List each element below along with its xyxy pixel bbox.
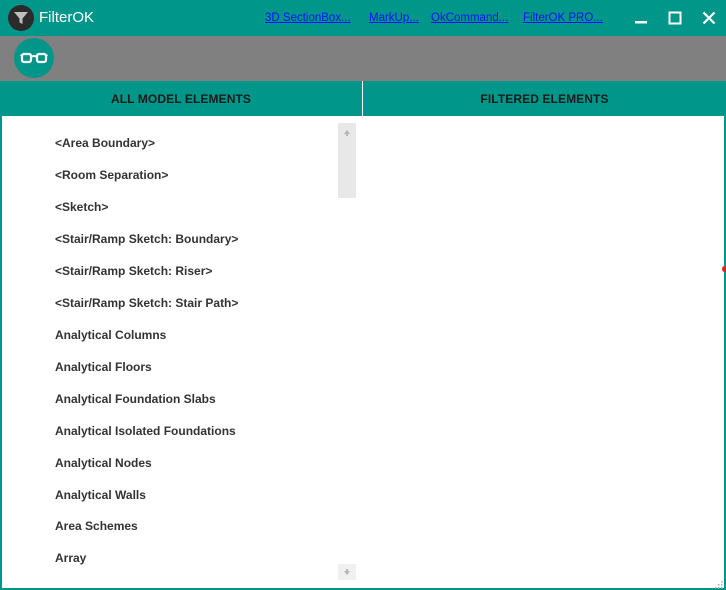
- close-button[interactable]: [692, 0, 726, 36]
- list-item[interactable]: <Stair/Ramp Sketch: Boundary>: [55, 232, 239, 246]
- filtered-elements-header: FILTERED ELEMENTS: [363, 81, 726, 116]
- all-model-elements-panel: [0, 116, 364, 590]
- list-item[interactable]: Analytical Isolated Foundations: [55, 424, 236, 438]
- filtered-elements-panel: [362, 116, 726, 590]
- scroll-down-arrow-icon[interactable]: [338, 564, 356, 580]
- list-item[interactable]: Area Schemes: [55, 519, 138, 533]
- link-3d-sectionbox[interactable]: 3D SectionBox...: [265, 12, 351, 24]
- list-item[interactable]: <Stair/Ramp Sketch: Stair Path>: [55, 296, 239, 310]
- scroll-up-arrow-icon[interactable]: [338, 125, 356, 141]
- list-item[interactable]: Analytical Nodes: [55, 456, 152, 470]
- app-title: FilterOK: [39, 9, 95, 26]
- link-okcommand[interactable]: OkCommand...: [431, 12, 509, 24]
- vertical-scrollbar[interactable]: [338, 123, 356, 583]
- toolbar: [0, 36, 726, 81]
- glasses-icon: [20, 51, 48, 65]
- preview-button[interactable]: [14, 38, 54, 78]
- link-filterok-pro[interactable]: FilterOK PRO...: [523, 12, 603, 24]
- list-item[interactable]: <Area Boundary>: [55, 136, 156, 150]
- close-icon: [702, 11, 716, 25]
- maximize-button[interactable]: [658, 0, 692, 36]
- filter-icon: [8, 5, 34, 31]
- list-item[interactable]: Analytical Columns: [55, 328, 167, 342]
- list-item[interactable]: Array: [55, 551, 87, 565]
- list-item[interactable]: Analytical Floors: [55, 360, 152, 374]
- all-model-elements-header: ALL MODEL ELEMENTS: [0, 81, 362, 116]
- link-markup[interactable]: MarkUp...: [369, 12, 419, 24]
- list-item[interactable]: Analytical Foundation Slabs: [55, 392, 216, 406]
- minimize-button[interactable]: [624, 0, 658, 36]
- list-item[interactable]: <Room Separation>: [55, 168, 169, 182]
- minimize-icon: [634, 11, 648, 25]
- list-item[interactable]: Analytical Walls: [55, 488, 146, 502]
- list-item[interactable]: <Stair/Ramp Sketch: Riser>: [55, 264, 213, 278]
- red-marker-dot: [722, 266, 726, 272]
- resize-grip-icon[interactable]: [713, 577, 724, 588]
- maximize-icon: [668, 11, 682, 25]
- title-bar: [0, 0, 726, 36]
- list-item[interactable]: <Sketch>: [55, 200, 109, 214]
